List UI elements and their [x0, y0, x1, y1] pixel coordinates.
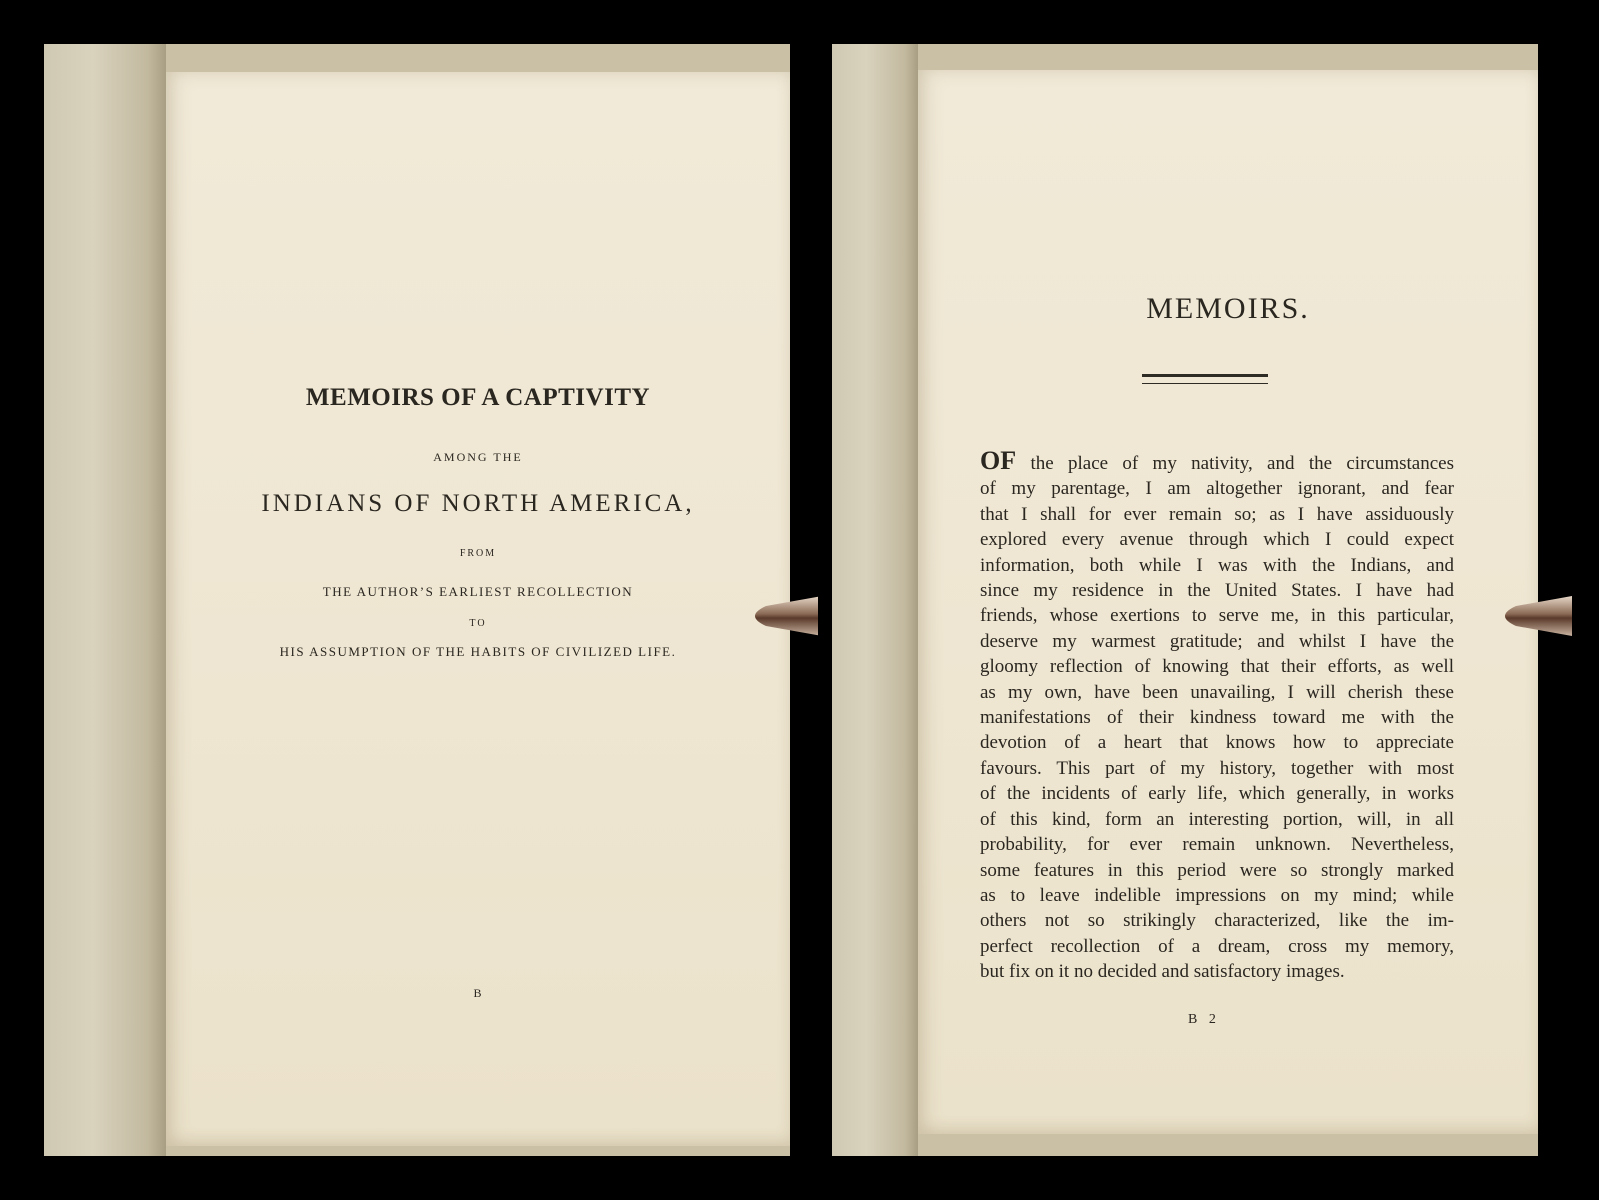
bookmark-pointer-icon — [1486, 592, 1572, 640]
text-line — [980, 934, 1454, 959]
text-line-content: others not so strikingly characterized, like the im- — [980, 910, 1454, 932]
memoirs-page — [918, 70, 1538, 1134]
text-line — [980, 680, 1454, 705]
title-from: FROM — [459, 548, 497, 559]
text-line — [980, 629, 1454, 654]
text-line — [980, 959, 1454, 984]
text-line-content: of my parentage, I am altogether ignorant, and fear — [980, 478, 1454, 500]
text-line — [980, 476, 1454, 501]
heading-rule — [1142, 374, 1268, 384]
body-text — [980, 448, 1454, 985]
signature-mark: B — [473, 986, 483, 1000]
signature-mark: B 2 — [1188, 1012, 1220, 1027]
text-line — [980, 908, 1454, 933]
text-line — [980, 756, 1454, 781]
text-line-content: friends, whose exertions to serve me, in this particular, — [980, 605, 1454, 627]
book-gutter — [44, 44, 166, 1156]
text-line — [980, 448, 1454, 476]
text-line-content: gloomy reflection of knowing that their efforts, as well — [980, 656, 1454, 678]
title-to: TO — [469, 618, 487, 629]
text-line — [980, 858, 1454, 883]
text-line-content: explored every avenue through which I could expect — [980, 529, 1454, 551]
title-page — [166, 72, 790, 1146]
text-line — [980, 578, 1454, 603]
title-habits-line: HIS ASSUMPTION OF THE HABITS OF CIVILIZED LIFE. — [279, 644, 677, 659]
text-line — [980, 807, 1454, 832]
text-line-content: probability, for ever remain unknown. Nevertheless, — [980, 834, 1454, 856]
text-line-content: manifestations of their kindness toward me with the — [980, 707, 1454, 729]
text-line-content: some features in this period were so strongly marked — [980, 859, 1454, 881]
text-line — [980, 730, 1454, 755]
text-line-content: but fix on it no decided and satisfactory images. — [980, 961, 1345, 983]
text-line — [980, 553, 1454, 578]
drop-cap: OF — [980, 446, 1017, 475]
text-line-content: since my residence in the United States. I have had — [980, 580, 1454, 602]
text-line — [980, 654, 1454, 679]
text-line — [980, 781, 1454, 806]
text-line — [980, 883, 1454, 908]
text-line-content: perfect recollection of a dream, cross my memory, — [980, 935, 1454, 957]
title-among: AMONG THE — [433, 450, 523, 464]
text-line — [980, 502, 1454, 527]
photo-title-page — [44, 44, 818, 1156]
book-gutter — [832, 44, 918, 1156]
text-line-content: the place of my nativity, and the circumstances — [1016, 453, 1454, 474]
text-line — [980, 705, 1454, 730]
text-line-content: deserve my warmest gratitude; and whilst I have the — [980, 630, 1454, 652]
book-title: MEMOIRS OF A CAPTIVITY — [305, 384, 651, 411]
text-line-content: that I shall for ever remain so; as I have assiduously — [980, 503, 1454, 525]
photo-memoirs-page — [832, 44, 1598, 1156]
text-line — [980, 527, 1454, 552]
text-line-content: favours. This part of my history, together with most — [980, 757, 1454, 779]
text-line-content: devotion of a heart that knows how to appreciate — [980, 732, 1454, 754]
text-line — [980, 832, 1454, 857]
text-line-content: of the incidents of early life, which generally, in works — [980, 783, 1454, 805]
text-line-content: of this kind, form an interesting portion, will, in all — [980, 808, 1454, 830]
bookmark-pointer-icon — [736, 592, 818, 640]
text-line-content: as my own, have been unavailing, I will cherish these — [980, 681, 1454, 703]
title-author-line: THE AUTHOR’S EARLIEST RECOLLECTION — [322, 584, 634, 599]
text-line-content: as to leave indelible impressions on my mind; while — [980, 884, 1454, 906]
chapter-heading: MEMOIRS. — [1146, 292, 1310, 325]
book-subtitle: INDIANS OF NORTH AMERICA, — [261, 490, 695, 517]
text-line — [980, 603, 1454, 628]
text-line-content: information, both while I was with the Indians, and — [980, 554, 1454, 576]
